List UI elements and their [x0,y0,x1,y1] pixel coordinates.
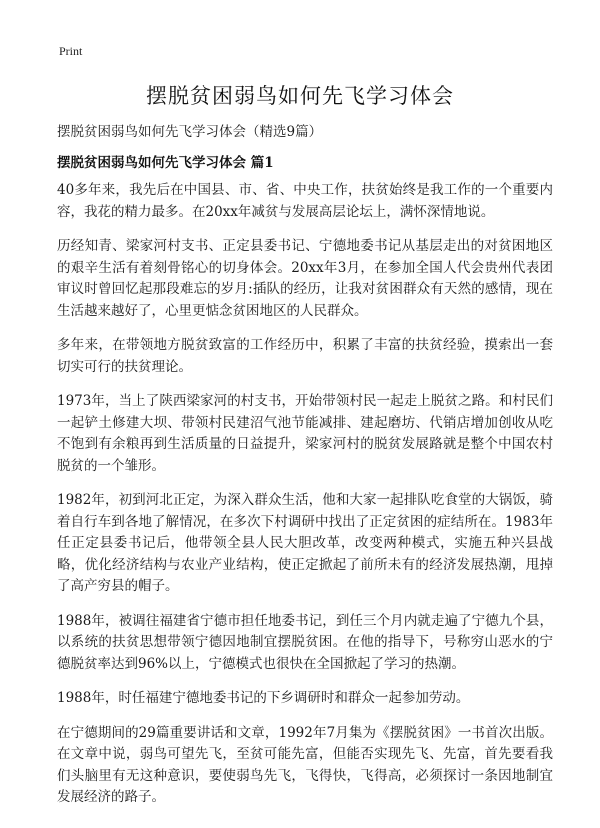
paragraph: 1988年，时任福建宁德地委书记的下乡调研时和群众一起参加劳动。 [57,690,470,706]
paragraph: 1982年，初到河北正定，为深入群众生活，他和大家一起排队吃食堂的大锅饭，骑着自行车到各地了解情况，在多次下村调研中找出了正定贫困的症结所在。1983年任正定县委书记后，他带领全县人民大胆改革，改变两种模式，实施五种兴县战略，优化经济结构与农业产业结构，使正定掀起了前所未有的经济发展热潮，甩掉了高产穷县的帽子。 [57,492,553,594]
document-body [57,180,553,822]
paragraph: 在宁德期间的29篇重要讲话和文章，1992年7月集为《摆脱贫困》一书首次出版。在文章中说，弱鸟可望先飞，至贫可能先富，但能否实现先飞、先富，首先要看我们头脑里有无这种意识，要使弱鸟先飞，飞得快，飞得高，必须探讨一条因地制宜发展经济的路子。 [57,724,553,805]
document-title: 摆脱贫困弱鸟如何先飞学习体会 [146,84,454,108]
print-link[interactable]: Print [59,44,83,58]
paragraph: 多年来，在带领地方脱贫致富的工作经历中，积累了丰富的扶贫经验，摸索出一套切实可行的扶贫理论。 [57,337,553,375]
paragraph: 40多年来，我先后在中国县、市、省、中央工作，扶贫始终是我工作的一个重要内容，我花的精力最多。在20xx年减贫与发展高层论坛上，满怀深情地说。 [57,182,553,220]
paragraph: 1973年，当上了陕西梁家河的村支书，开始带领村民一起走上脱贫之路。和村民们一起铲土修建大坝、带领村民建沼气池节能减排、建起磨坊、代销店增加创收从吃不饱到有余粮再到生活质量的日益提升，梁家河村的脱贫发展路就是整个中国农村脱贫的一个雏形。 [57,393,553,474]
section-heading: 摆脱贫困弱鸟如何先飞学习体会 篇1 [57,155,274,171]
document-subtitle: 摆脱贫困弱鸟如何先飞学习体会（精选9篇） [57,124,323,140]
paragraph: 1988年，被调往福建省宁德市担任地委书记，到任三个月内就走遍了宁德九个县，以系统的扶贫思想带领宁德因地制宜摆脱贫困。在他的指导下，号称穷山恶水的宁德脱贫率达到96%以上，宁德模式也很快在全国掀起了学习的热潮。 [57,612,553,672]
paragraph: 历经知青、梁家河村支书、正定县委书记、宁德地委书记从基层走出的对贫困地区的艰辛生活有着刻骨铭心的切身体会。20xx年3月，在参加全国人代会贵州代表团审议时曾回忆起那段难忘的岁月:插队的经历，让我对贫困群众有天然的感情，现在生活越来越好了，心里更惦念贫困地区的人民群众。 [57,238,553,319]
